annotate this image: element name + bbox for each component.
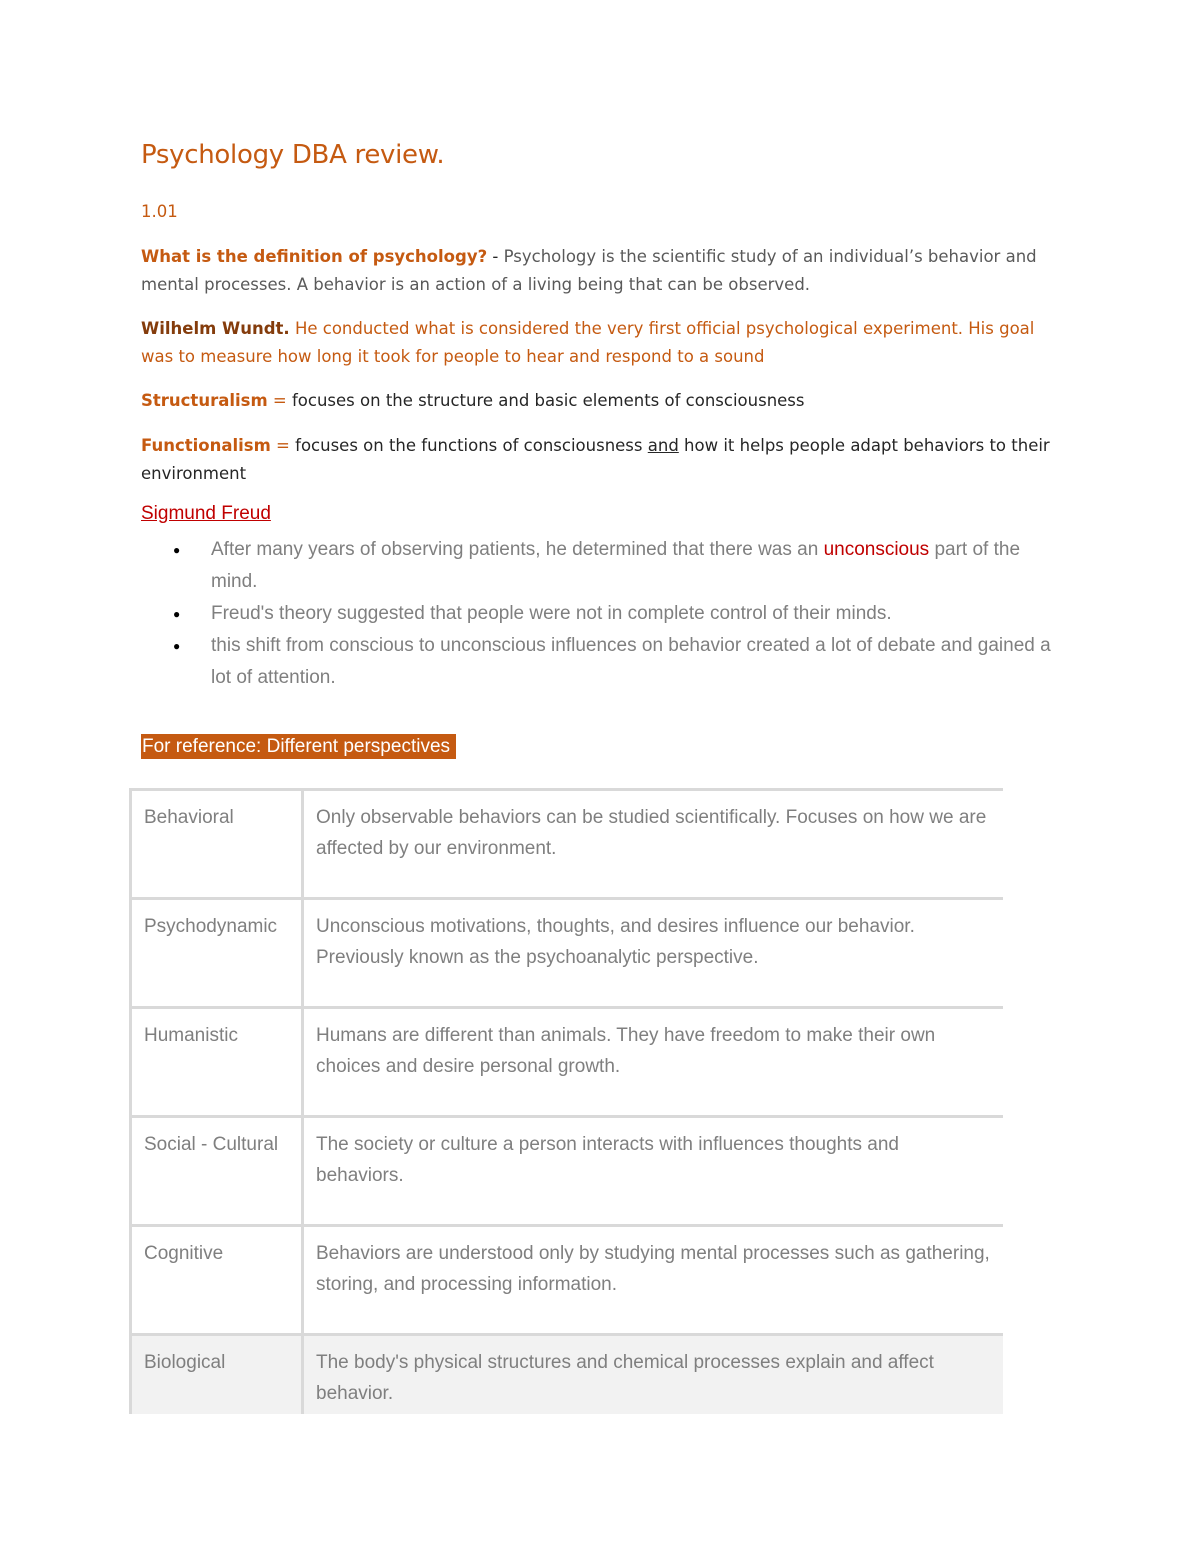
table-row — [131, 1117, 1004, 1226]
structuralism-term: Structuralism — [141, 391, 268, 410]
list-item: ● Freud's theory suggested that people were not in complete control of their minds. — [170, 598, 1070, 630]
definition-separator: - — [487, 247, 504, 266]
perspective-name: Cognitive — [131, 1226, 303, 1335]
reference-heading: For reference: Different perspectives — [141, 734, 456, 759]
functionalism-term: Functionalism — [141, 436, 271, 455]
functionalism-underlined: and — [647, 436, 679, 455]
table-row — [131, 1335, 1004, 1415]
perspective-description: Behaviors are understood only by studying mental processes such as gathering, storing, and processing information. — [303, 1226, 1004, 1335]
definition-answer: Psychology is the scientific study of an individual’s behavior and mental processes. A behavior is an action of a living being that can be observed. — [141, 247, 1037, 294]
perspective-name: Humanistic — [131, 1008, 303, 1117]
bullet1-after: part of the mind. — [211, 539, 1021, 592]
definition-question: What is the definition of psychology? — [141, 247, 488, 266]
wundt-text: He conducted what is considered the very first official psychological experiment. His goal was to measure how long it took for people to hear and respond to a sound — [141, 319, 1035, 366]
wundt-name: Wilhelm Wundt. — [141, 319, 290, 338]
list-item — [170, 534, 1070, 598]
bullet1-highlight: unconscious — [823, 539, 930, 560]
functionalism-equals: = — [270, 436, 296, 455]
perspectives-table — [129, 788, 1003, 1414]
wundt-paragraph — [141, 315, 1071, 371]
functionalism-paragraph — [141, 432, 1071, 488]
functionalism-text-after: how it helps people adapt behaviors to their environment — [141, 436, 1050, 483]
freud-bullet-list — [170, 534, 1070, 694]
structuralism-equals: = — [267, 391, 292, 410]
perspective-name: Behavioral — [131, 790, 303, 899]
bullet1-before: After many years of observing patients, he determined that there was an — [211, 539, 824, 560]
freud-heading: Sigmund Freud — [141, 503, 271, 524]
perspective-description: Only observable behaviors can be studied scientifically. Focuses on how we are affected by our environment. — [303, 790, 1004, 899]
perspective-description: The society or culture a person interacts with influences thoughts and behaviors. — [303, 1117, 1004, 1226]
structuralism-paragraph — [141, 387, 1071, 415]
perspective-name: Social - Cultural — [131, 1117, 303, 1226]
perspective-description: The body's physical structures and chemical processes explain and affect behavior. — [303, 1335, 1004, 1415]
perspective-name: Psychodynamic — [131, 899, 303, 1008]
definition-paragraph — [141, 243, 1071, 299]
list-item: ● this shift from conscious to unconscious influences on behavior created a lot of debate and gained a lot of attention. — [170, 630, 1070, 694]
table-row — [131, 1226, 1004, 1335]
table-row — [131, 1008, 1004, 1117]
perspective-description: Unconscious motivations, thoughts, and desires influence our behavior. Previously known as the psychoanalytic perspective. — [303, 899, 1004, 1008]
perspective-description: Humans are different than animals. They have freedom to make their own choices and desire personal growth. — [303, 1008, 1004, 1117]
table-row — [131, 790, 1004, 899]
structuralism-text: focuses on the structure and basic elements of consciousness — [292, 391, 805, 410]
document-title: Psychology DBA review. — [141, 140, 445, 170]
functionalism-text-before: focuses on the functions of consciousness — [295, 436, 648, 455]
section-number: 1.01 — [141, 202, 178, 221]
table-row — [131, 899, 1004, 1008]
perspective-name: Biological — [131, 1335, 303, 1415]
